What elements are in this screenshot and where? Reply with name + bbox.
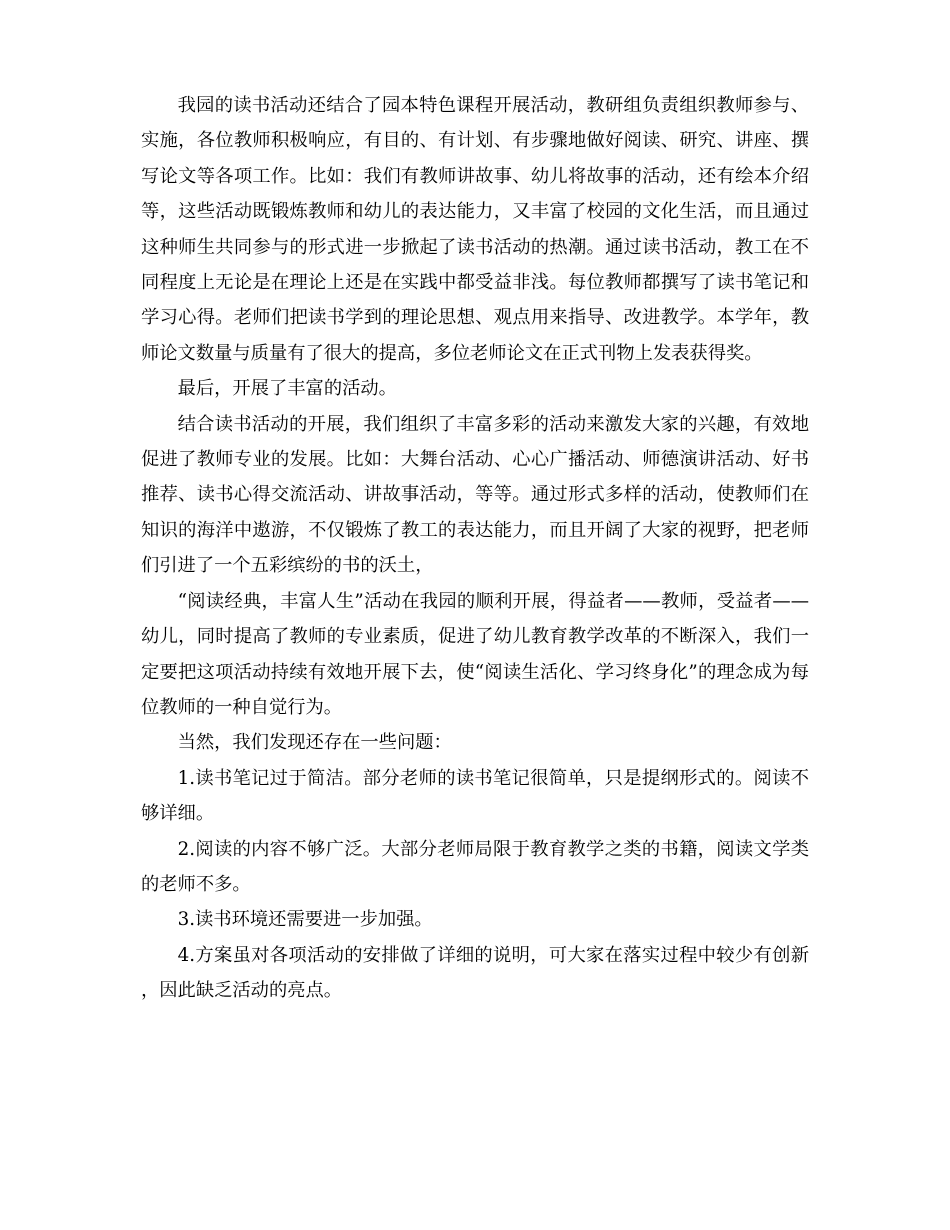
problem-item-3: 3.读书环境还需要进一步加强。 (177, 909, 433, 931)
problem-item-1: 1.读书笔记过于简洁。部分老师的读书笔记很简单，只是提纲形式的。阅读不够详细。 (141, 767, 809, 825)
problem-item-4: 4.方案虽对各项活动的安排做了详细的说明，可大家在落实过程中较少有创新，因此缺乏活动的亮点。 (141, 944, 809, 1002)
paragraph-problems-intro: 当然，我们发现还存在一些问题： (177, 732, 452, 754)
paragraph-finally: 最后，开展了丰富的活动。 (177, 378, 397, 400)
problem-item-2: 2.阅读的内容不够广泛。大部分老师局限于教育教学之类的书籍，阅读文学类的老师不多。 (141, 838, 809, 895)
paragraph-combined-activities: 结合读书活动的开展，我们组织了丰富多彩的活动来激发大家的兴趣，有效地促进了教师专业的发展。比如：大舞台活动、心心广播活动、师德演讲活动、好书推荐、读书心得交流活动、讲故事活动，等等。通过形式多样的活动，使教师们在知识的海洋中遨游，不仅锻炼了教工的表达能力，而且开阔了大家的视野，把老师们引进了一个五彩缤纷的书的沃土， (141, 413, 809, 577)
paragraph-reading-classics: “阅读经典，丰富人生”活动在我园的顺利开展，得益者——教师，受益者——幼儿，同时提高了教师的专业素质，促进了幼儿教育教学改革的不断深入，我们一定要把这项活动持续有效地开展下去，使“阅读生活化、学习终身化”的理念成为每位教师的一种自觉行为。 (141, 590, 809, 718)
document-body (141, 88, 809, 1009)
paragraph-reading-activities: 我园的读书活动还结合了园本特色课程开展活动，教研组负责组织教师参与、实施，各位教师积极响应，有目的、有计划、有步骤地做好阅读、研究、讲座、撰写论文等各项工作。比如：我们有教师讲故事、幼儿将故事的活动，还有绘本介绍等，这些活动既锻炼教师和幼儿的表达能力，又丰富了校园的文化生活，而且通过这种师生共同参与的形式进一步掀起了读书活动的热潮。通过读书活动，教工在不同程度上无论是在理论上还是在实践中都受益非浅。每位教师都撰写了读书笔记和学习心得。老师们把读书学到的理论思想、观点用来指导、改进教学。本学年，教师论文数量与质量有了很大的提高，多位老师论文在正式刊物上发表获得奖。 (141, 95, 809, 364)
